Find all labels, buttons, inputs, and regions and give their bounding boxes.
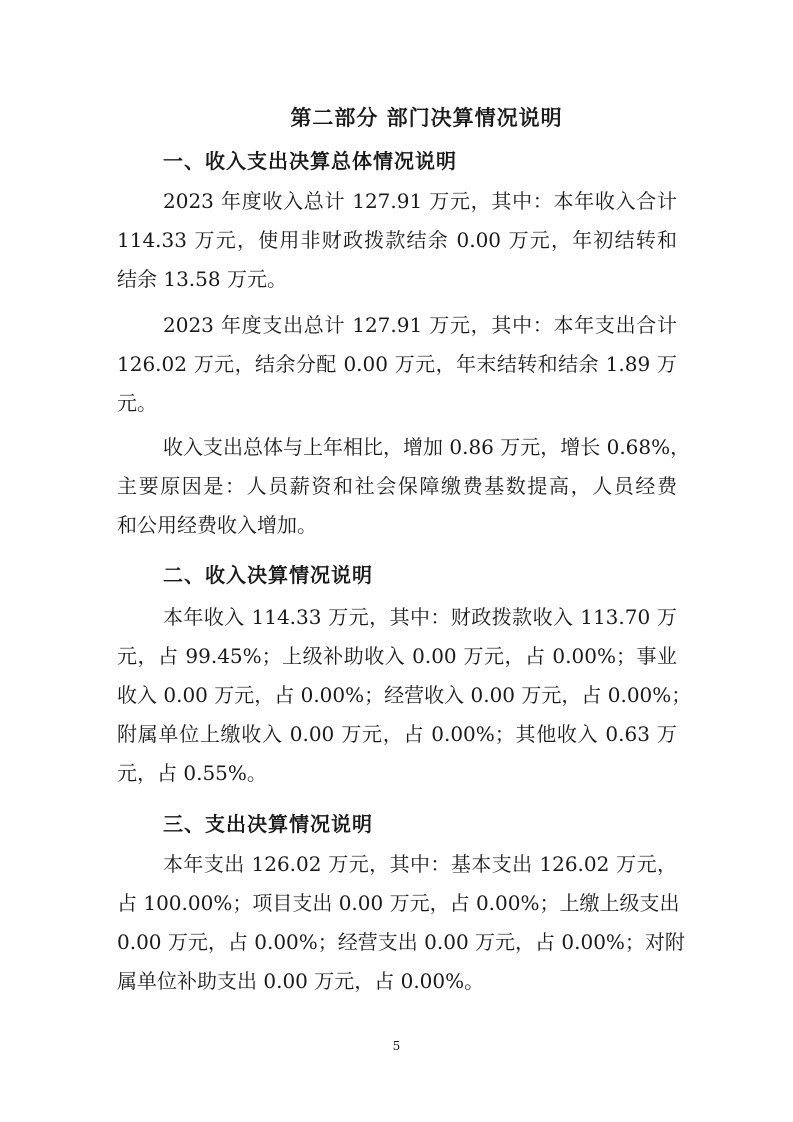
paragraph-expense-detail bbox=[117, 845, 685, 1001]
section-heading-3: 三、支出决算情况说明 bbox=[163, 812, 373, 836]
paragraph-line: 结余 13.58 万元。 bbox=[117, 267, 287, 291]
paragraph-line: 2023 年度支出总计 127.91 万元，其中：本年支出合计 bbox=[163, 313, 677, 337]
section-heading-2: 二、收入决算情况说明 bbox=[163, 563, 373, 587]
paragraph-line: 114.33 万元，使用非财政拨款结余 0.00 万元，年初结转和 bbox=[117, 228, 677, 252]
paragraph-line: 126.02 万元，结余分配 0.00 万元，年末结转和结余 1.89 万 bbox=[117, 352, 677, 376]
paragraph-line: 附属单位上缴收入 0.00 万元，占 0.00%；其他收入 0.63 万 bbox=[117, 722, 677, 746]
paragraph-yoy-comparison bbox=[117, 428, 691, 545]
paragraph-income-detail bbox=[117, 598, 692, 793]
page-title: 第二部分 部门决算情况说明 bbox=[290, 106, 563, 130]
page-number: 5 bbox=[392, 1039, 401, 1053]
paragraph-line: 元，占 0.55%。 bbox=[117, 761, 267, 785]
section-heading-1: 一、收入支出决算总体情况说明 bbox=[163, 149, 457, 173]
paragraph-line: 本年收入 114.33 万元，其中：财政拨款收入 113.70 万 bbox=[163, 605, 677, 629]
paragraph-expense-total bbox=[117, 306, 677, 423]
paragraph-line: 和公用经费收入增加。 bbox=[117, 513, 317, 537]
paragraph-line: 收入 0.00 万元，占 0.00%；经营收入 0.00 万元，占 0.00%； bbox=[117, 683, 692, 707]
paragraph-line: 收入支出总体与上年相比，增加 0.86 万元，增长 0.68%， bbox=[163, 435, 691, 459]
paragraph-income-total bbox=[117, 182, 677, 299]
paragraph-line: 2023 年度收入总计 127.91 万元，其中：本年收入合计 bbox=[163, 189, 677, 213]
paragraph-line: 主要原因是：人员薪资和社会保障缴费基数提高，人员经费 bbox=[117, 474, 677, 498]
paragraph-line: 属单位补助支出 0.00 万元，占 0.00%。 bbox=[117, 969, 485, 993]
paragraph-line: 0.00 万元，占 0.00%；经营支出 0.00 万元，占 0.00%；对附 bbox=[117, 930, 685, 954]
paragraph-line: 元，占 99.45%；上级补助收入 0.00 万元，占 0.00%；事业 bbox=[117, 644, 677, 668]
paragraph-line: 元。 bbox=[117, 391, 157, 415]
paragraph-line: 占 100.00%；项目支出 0.00 万元，占 0.00%；上缴上级支出 bbox=[117, 891, 680, 915]
paragraph-line: 本年支出 126.02 万元，其中：基本支出 126.02 万元， bbox=[163, 852, 677, 876]
